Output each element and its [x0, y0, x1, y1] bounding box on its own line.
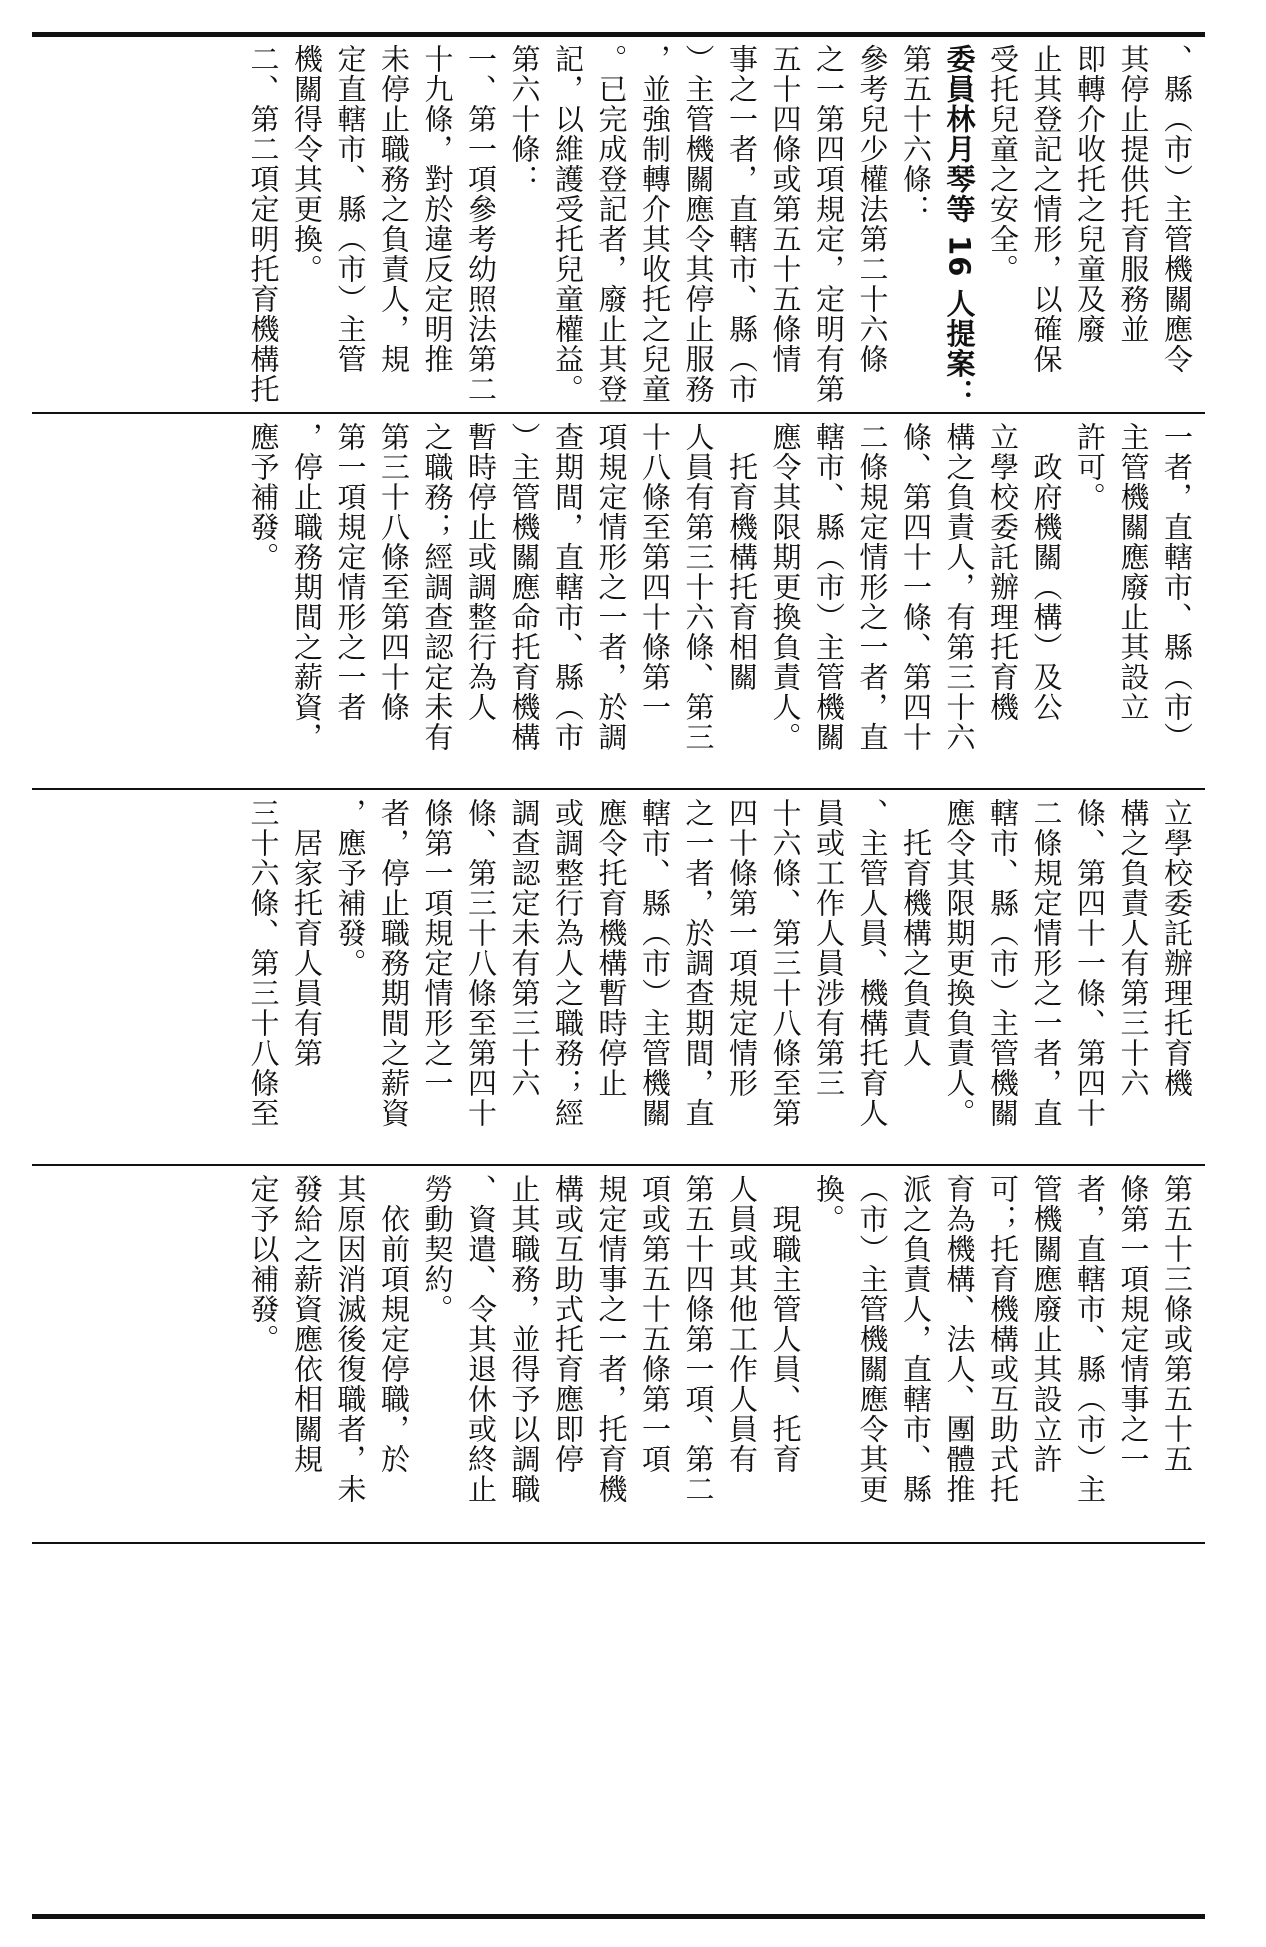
text-line: 、主管人員、機構托育人 — [855, 798, 890, 1128]
text-line: 人員或其他工作人員有 — [725, 1174, 759, 1474]
text-line: 其原因消滅後復職者，未 — [333, 1174, 368, 1504]
text-line: 十六條、第三十八條至第 — [768, 798, 803, 1128]
band-1-column-text — [48, 44, 1198, 410]
text-line: 轄市、縣（市）主管機關 — [986, 798, 1020, 1128]
text-line: 未停止職務之負責人，規 — [377, 44, 411, 374]
text-line: 換。 — [812, 1174, 846, 1234]
text-line: 第五十四條第一項、第二 — [681, 1174, 716, 1504]
text-line: 條、第三十八條至第四十 — [464, 798, 498, 1128]
text-line: 事之一者，直轄市、縣（市 — [725, 44, 759, 404]
text-line: 定予以補發。 — [246, 1174, 281, 1354]
text-band-3 — [48, 798, 1198, 1164]
text-line: 參考兒少權法第二十六條 — [855, 44, 890, 374]
text-line: 五十四條或第五十五條情 — [768, 44, 803, 374]
text-line: ，應予補發。 — [333, 798, 368, 978]
text-line: 委員林月琴等 16 人提案： — [942, 44, 977, 409]
text-line: 育為機構、法人、團體推 — [942, 1174, 977, 1504]
text-line: 構之負責人，有第三十六 — [942, 422, 977, 752]
text-line: 立學校委託辦理托育機 — [1160, 798, 1194, 1098]
text-line: （市）主管機關應令其更 — [855, 1174, 890, 1504]
text-line: 構或互助式托育應即停 — [551, 1174, 585, 1474]
band-4-column-text — [48, 1174, 1198, 1540]
text-line: 條第一項規定情形之一 — [420, 798, 455, 1098]
text-line: 托育機構之負責人 — [899, 798, 933, 1068]
text-line: 規定情事之一者，托育機 — [594, 1174, 629, 1504]
text-line: 十九條，對於違反定明推 — [420, 44, 455, 374]
text-line: 者，直轄市、縣（市）主 — [1073, 1174, 1107, 1504]
text-line: 十八條至第四十條第一 — [638, 422, 672, 722]
text-band-1 — [48, 44, 1198, 410]
text-line: 二條規定情形之一者，直 — [1029, 798, 1064, 1128]
text-line: 第五十六條： — [899, 44, 933, 224]
text-line: 第一項規定情形之一者 — [333, 422, 368, 722]
text-line: 應令其限期更換負責人。 — [768, 422, 803, 752]
text-line: 受托兒童之安全。 — [986, 44, 1020, 284]
text-line: 或調整行為人之職務；經 — [551, 798, 585, 1128]
text-line: ，並強制轉介其收托之兒童 — [638, 44, 672, 404]
text-line: ，停止職務期間之薪資， — [290, 422, 324, 752]
text-line: 止其登記之情形，以確保 — [1029, 44, 1064, 374]
text-line: 條、第四十一條、第四十 — [1073, 798, 1107, 1128]
text-line: 人員有第三十六條、第三 — [681, 422, 716, 752]
text-line: 現職主管人員、托育 — [768, 1174, 803, 1474]
band-2-column-text — [48, 422, 1198, 788]
text-line: 定直轄市、縣（市）主管 — [333, 44, 368, 374]
text-line: 之一第四項規定，定明有第 — [812, 44, 846, 404]
text-line: 之職務；經調查認定未有 — [420, 422, 455, 752]
text-band-2 — [48, 422, 1198, 788]
bottom-rule — [32, 1914, 1205, 1919]
text-line: 應令托育機構暫時停止 — [594, 798, 629, 1098]
text-line: 立學校委託辦理托育機 — [986, 422, 1020, 722]
text-line: 第五十三條或第五十五 — [1160, 1174, 1194, 1474]
text-line: 記，以維護受托兒童權益。 — [551, 44, 585, 404]
text-line: 條第一項規定情事之一 — [1116, 1174, 1151, 1474]
text-line: 政府機關（構）及公 — [1029, 422, 1064, 722]
text-line: 主管機關應廢止其設立 — [1116, 422, 1151, 722]
text-band-4 — [48, 1174, 1198, 1540]
text-line: ）主管機關應令其停止服務 — [681, 44, 716, 404]
band-3-column-text — [48, 798, 1198, 1164]
text-line: 機關得令其更換。 — [290, 44, 324, 284]
text-line: 轄市、縣（市）主管機關 — [638, 798, 672, 1128]
text-line: 其停止提供托育服務並 — [1116, 44, 1151, 344]
text-line: 查期間，直轄市、縣（市 — [551, 422, 585, 752]
text-line: ）主管機關應命托育機構 — [507, 422, 542, 752]
text-line: 項或第五十五條第一項 — [638, 1174, 672, 1474]
text-line: 依前項規定停職，於 — [377, 1174, 411, 1474]
top-rule — [32, 32, 1205, 37]
text-line: 二條規定情形之一者，直 — [855, 422, 890, 752]
text-line: 一、第一項參考幼照法第二 — [464, 44, 498, 404]
text-line: 許可。 — [1073, 422, 1107, 512]
text-line: 應令其限期更換負責人。 — [942, 798, 977, 1128]
text-line: 即轉介收托之兒童及廢 — [1073, 44, 1107, 344]
text-line: 暫時停止或調整行為人 — [464, 422, 498, 722]
text-line: 止其職務，並得予以調職 — [507, 1174, 542, 1504]
text-line: 、資遣、令其退休或終止 — [464, 1174, 498, 1504]
text-line: 三十六條、第三十八條至 — [246, 798, 281, 1128]
band-divider-1 — [32, 412, 1205, 414]
text-line: 條、第四十一條、第四十 — [899, 422, 933, 752]
text-line: 、縣（市）主管機關應令 — [1160, 44, 1194, 374]
text-line: 員或工作人員涉有第三 — [812, 798, 846, 1098]
text-line: 第三十八條至第四十條 — [377, 422, 411, 722]
text-line: 一者，直轄市、縣（市） — [1160, 422, 1194, 752]
text-line: 構之負責人有第三十六 — [1116, 798, 1151, 1098]
text-line: 者，停止職務期間之薪資 — [377, 798, 411, 1128]
text-line: 應予補發。 — [246, 422, 281, 572]
text-line: 第六十條： — [507, 44, 542, 194]
text-line: 勞動契約。 — [420, 1174, 455, 1324]
text-line: 。已完成登記者，廢止其登 — [594, 44, 629, 404]
text-line: 發給之薪資應依相關規 — [290, 1174, 324, 1474]
text-line: 托育機構托育相關 — [725, 422, 759, 692]
band-divider-2 — [32, 788, 1205, 790]
text-line: 轄市、縣（市）主管機關 — [812, 422, 846, 752]
text-line: 項規定情形之一者，於調 — [594, 422, 629, 752]
text-line: 調查認定未有第三十六 — [507, 798, 542, 1098]
band-divider-3 — [32, 1164, 1205, 1166]
text-line: 之一者，於調查期間，直 — [681, 798, 716, 1128]
text-line: 管機關應廢止其設立許 — [1029, 1174, 1064, 1474]
text-line: 四十條第一項規定情形 — [725, 798, 759, 1098]
text-line: 派之負責人，直轄市、縣 — [899, 1174, 933, 1504]
text-line: 二、第二項定明托育機構托 — [246, 44, 281, 404]
text-line: 居家托育人員有第 — [290, 798, 324, 1068]
text-line: 可；托育機構或互助式托 — [986, 1174, 1020, 1504]
band-divider-4 — [32, 1542, 1205, 1544]
